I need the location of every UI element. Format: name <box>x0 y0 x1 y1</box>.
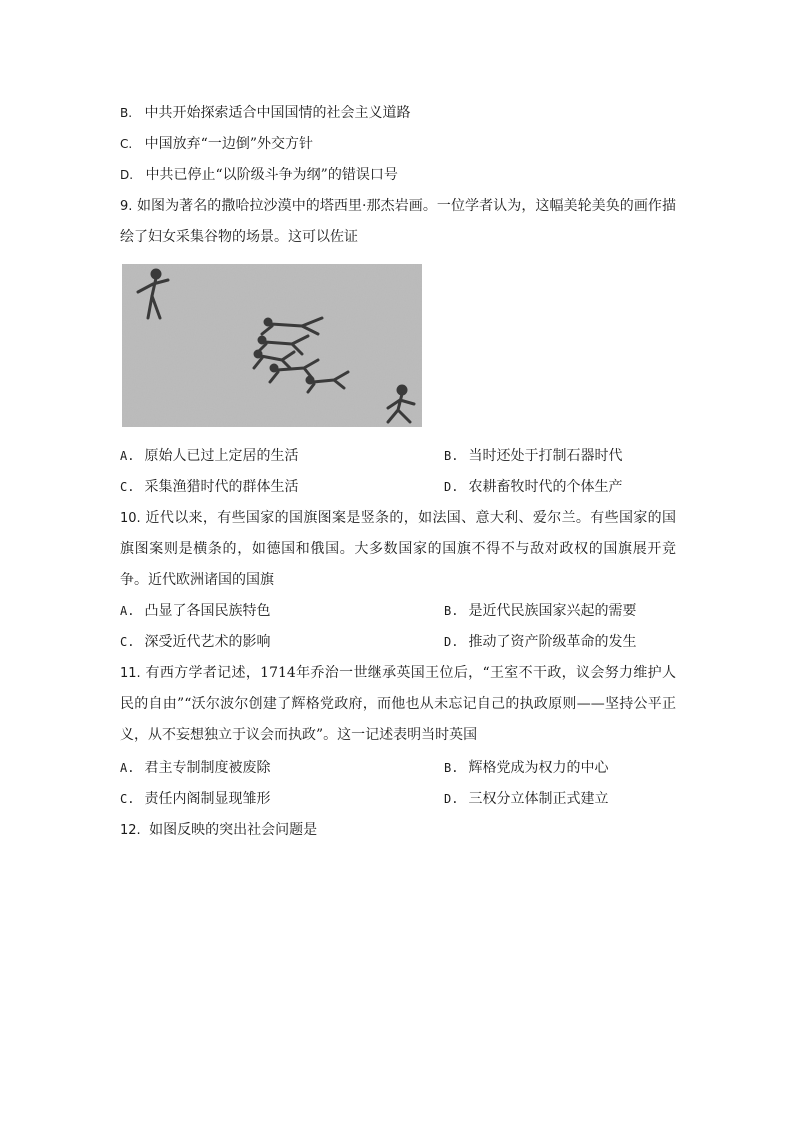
q11-option-b <box>444 758 608 778</box>
option-letter: C. <box>120 792 135 806</box>
option-letter: A. <box>120 761 135 775</box>
option-text: 是近代民族国家兴起的需要 <box>468 603 637 619</box>
q10-option-b <box>444 601 636 621</box>
q11-option-c <box>120 789 270 809</box>
q10-option-d <box>444 632 636 652</box>
option-text: 凸显了各国民族特色 <box>144 603 271 619</box>
question-text: 如图为著名的撒哈拉沙漠中的塔西里·那杰岩画。一位学者认为，这幅美轮美奂的画作描绘了妇女采集谷物的场景。这可以佐证 <box>120 198 677 245</box>
q8-option-b <box>120 103 411 123</box>
option-text: 辉格党成为权力的中心 <box>468 760 609 776</box>
question-text: 近代以来，有些国家的国旗图案是竖条的，如法国、意大利、爱尔兰。有些国家的国旗图案则是横条的，如德国和俄国。大多数国家的国旗不得不与敌对政权的国旗展开竞争。近代欧洲诸国的国旗 <box>120 510 677 588</box>
option-text: 中国放弃“一边倒”外交方针 <box>144 136 313 152</box>
option-text: 当时还处于打制石器时代 <box>468 448 623 464</box>
q11-option-a <box>120 758 270 778</box>
q9-stem <box>120 191 676 253</box>
q11-stem <box>120 658 676 751</box>
question-number: 10. <box>120 511 141 526</box>
option-letter: C. <box>120 480 135 494</box>
q9-option-b <box>444 446 622 466</box>
option-text: 原始人已过上定居的生活 <box>144 448 299 464</box>
q8-option-c <box>120 134 313 154</box>
option-text: 中共已停止“以阶级斗争为纲”的错误口号 <box>145 167 398 183</box>
rock-painting-image <box>122 264 422 427</box>
option-text: 推动了资产阶级革命的发生 <box>468 634 637 650</box>
q9-option-a <box>120 446 298 466</box>
option-letter: D. <box>444 635 459 649</box>
option-letter: A. <box>120 604 135 618</box>
option-letter: C. <box>120 635 135 649</box>
q8-option-d <box>120 165 398 185</box>
option-letter: B. <box>444 449 459 463</box>
q11-option-d <box>444 789 608 809</box>
q12-stem <box>120 820 317 841</box>
option-letter: B. <box>444 604 459 618</box>
question-text: 如图反映的突出社会问题是 <box>149 822 318 838</box>
option-text: 深受近代艺术的影响 <box>144 634 271 650</box>
option-letter: A. <box>120 449 135 463</box>
option-letter: D. <box>120 168 134 182</box>
option-letter: C. <box>120 137 133 151</box>
question-number: 12. <box>120 823 141 838</box>
q10-option-c <box>120 632 270 652</box>
q10-option-a <box>120 601 270 621</box>
option-text: 三权分立体制正式建立 <box>468 791 609 807</box>
option-letter: D. <box>444 480 459 494</box>
question-number: 11. <box>120 666 141 681</box>
question-text: 有西方学者记述，1714年乔治一世继承英国王位后，“王室不干政，议会努力维护人民的自由”“沃尔波尔创建了辉格党政府，而他也从未忘记自己的执政原则——坚持公平正义，从不妄想独立于议会而执政”。这一记述表明当时英国 <box>120 665 676 743</box>
q9-option-d <box>444 477 622 497</box>
option-text: 责任内阁制显现雏形 <box>144 791 271 807</box>
option-text: 采集渔猎时代的群体生活 <box>144 479 299 495</box>
option-letter: B. <box>120 106 133 120</box>
option-text: 农耕畜牧时代的个体生产 <box>468 479 623 495</box>
option-letter: D. <box>444 792 459 806</box>
option-letter: B. <box>444 761 459 775</box>
question-number: 9. <box>120 199 133 214</box>
q9-option-c <box>120 477 298 497</box>
option-text: 君主专制制度被废除 <box>144 760 271 776</box>
option-text: 中共开始探索适合中国国情的社会主义道路 <box>144 105 411 121</box>
q10-stem <box>120 503 676 596</box>
